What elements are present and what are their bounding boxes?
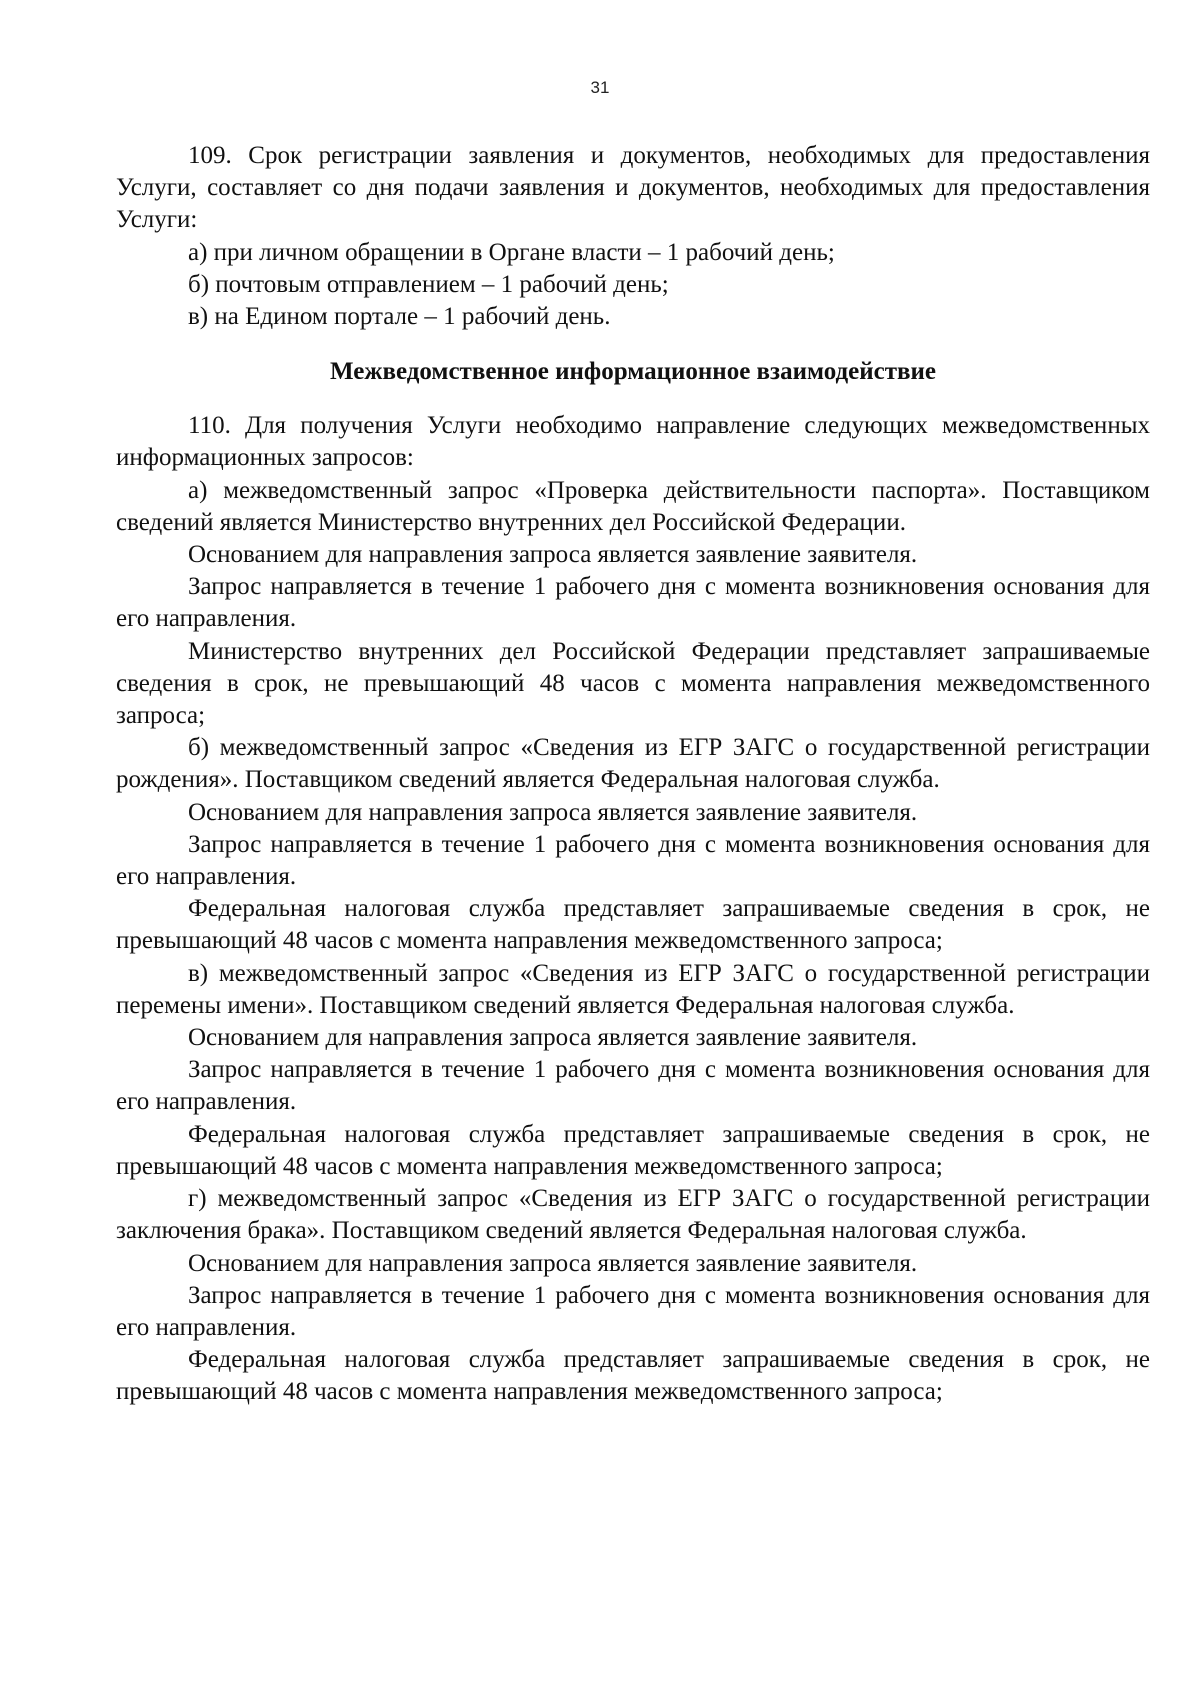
list-item-a: а) при личном обращении в Органе власти – 1 рабочий день; — [188, 238, 835, 266]
request-b: б) межведомственный запрос «Сведения из ЕГР ЗАГС о государственной регистрации рождения». Поставщиком сведений является Федеральная налоговая служба. — [116, 734, 1150, 794]
section-registration-terms — [116, 140, 1150, 333]
request-g: г) межведомственный запрос «Сведения из ЕГР ЗАГС о государственной регистрации заключения брака». Поставщиком сведений является Федеральная налоговая служба. — [116, 1185, 1150, 1245]
request-timing: Запрос направляется в течение 1 рабочего дня с момента возникновения основания для его направления. — [116, 830, 1150, 891]
request-basis: Основанием для направления запроса является заявление заявителя. — [188, 1024, 918, 1052]
request-basis: Основанием для направления запроса является заявление заявителя. — [188, 798, 918, 826]
request-response-term: Федеральная налоговая служба представляет запрашиваемые сведения в срок, не превышающий 48 часов с момента направления межведомственного запроса; — [116, 895, 1150, 955]
paragraph-110: 110. Для получения Услуги необходимо направление следующих межведомственных информационных запросов: — [116, 412, 1150, 472]
page-number: 31 — [590, 78, 610, 97]
request-response-term: Федеральная налоговая служба представляет запрашиваемые сведения в срок, не превышающий 48 часов с момента направления межведомственного запроса; — [116, 1346, 1150, 1406]
paragraph-109: 109. Срок регистрации заявления и документов, необходимых для предоставления Услуги, составляет со дня подачи заявления и документов, необходимых для предоставления Услуги: — [116, 142, 1150, 234]
document-body — [116, 140, 1150, 1409]
request-timing: Запрос направляется в течение 1 рабочего дня с момента возникновения основания для его направления. — [116, 573, 1150, 633]
section-interagency — [116, 410, 1150, 1408]
request-response-term: Министерство внутренних дел Российской Федерации представляет запрашиваемые сведения в срок, не превышающий 48 часов с момента направления межведомственного запроса; — [116, 637, 1150, 730]
request-a: а) межведомственный запрос «Проверка действительности паспорта». Поставщиком сведений является Министерство внутренних дел Российской Федерации. — [116, 476, 1150, 536]
list-item-v: в) на Едином портале – 1 рабочий день. — [188, 303, 611, 331]
list-item-b: б) почтовым отправлением – 1 рабочий день; — [188, 270, 669, 298]
request-timing: Запрос направляется в течение 1 рабочего дня с момента возникновения основания для его направления. — [116, 1056, 1150, 1116]
request-basis: Основанием для направления запроса является заявление заявителя. — [188, 541, 918, 569]
request-v: в) межведомственный запрос «Сведения из ЕГР ЗАГС о государственной регистрации перемены имени». Поставщиком сведений является Федеральная налоговая служба. — [116, 959, 1150, 1019]
section-heading: Межведомственное информационное взаимодействие — [330, 358, 936, 386]
request-basis: Основанием для направления запроса является заявление заявителя. — [188, 1249, 918, 1277]
request-response-term: Федеральная налоговая служба представляет запрашиваемые сведения в срок, не превышающий 48 часов с момента направления межведомственного запроса; — [116, 1120, 1150, 1180]
request-timing: Запрос направляется в течение 1 рабочего дня с момента возникновения основания для его направления. — [116, 1281, 1150, 1341]
